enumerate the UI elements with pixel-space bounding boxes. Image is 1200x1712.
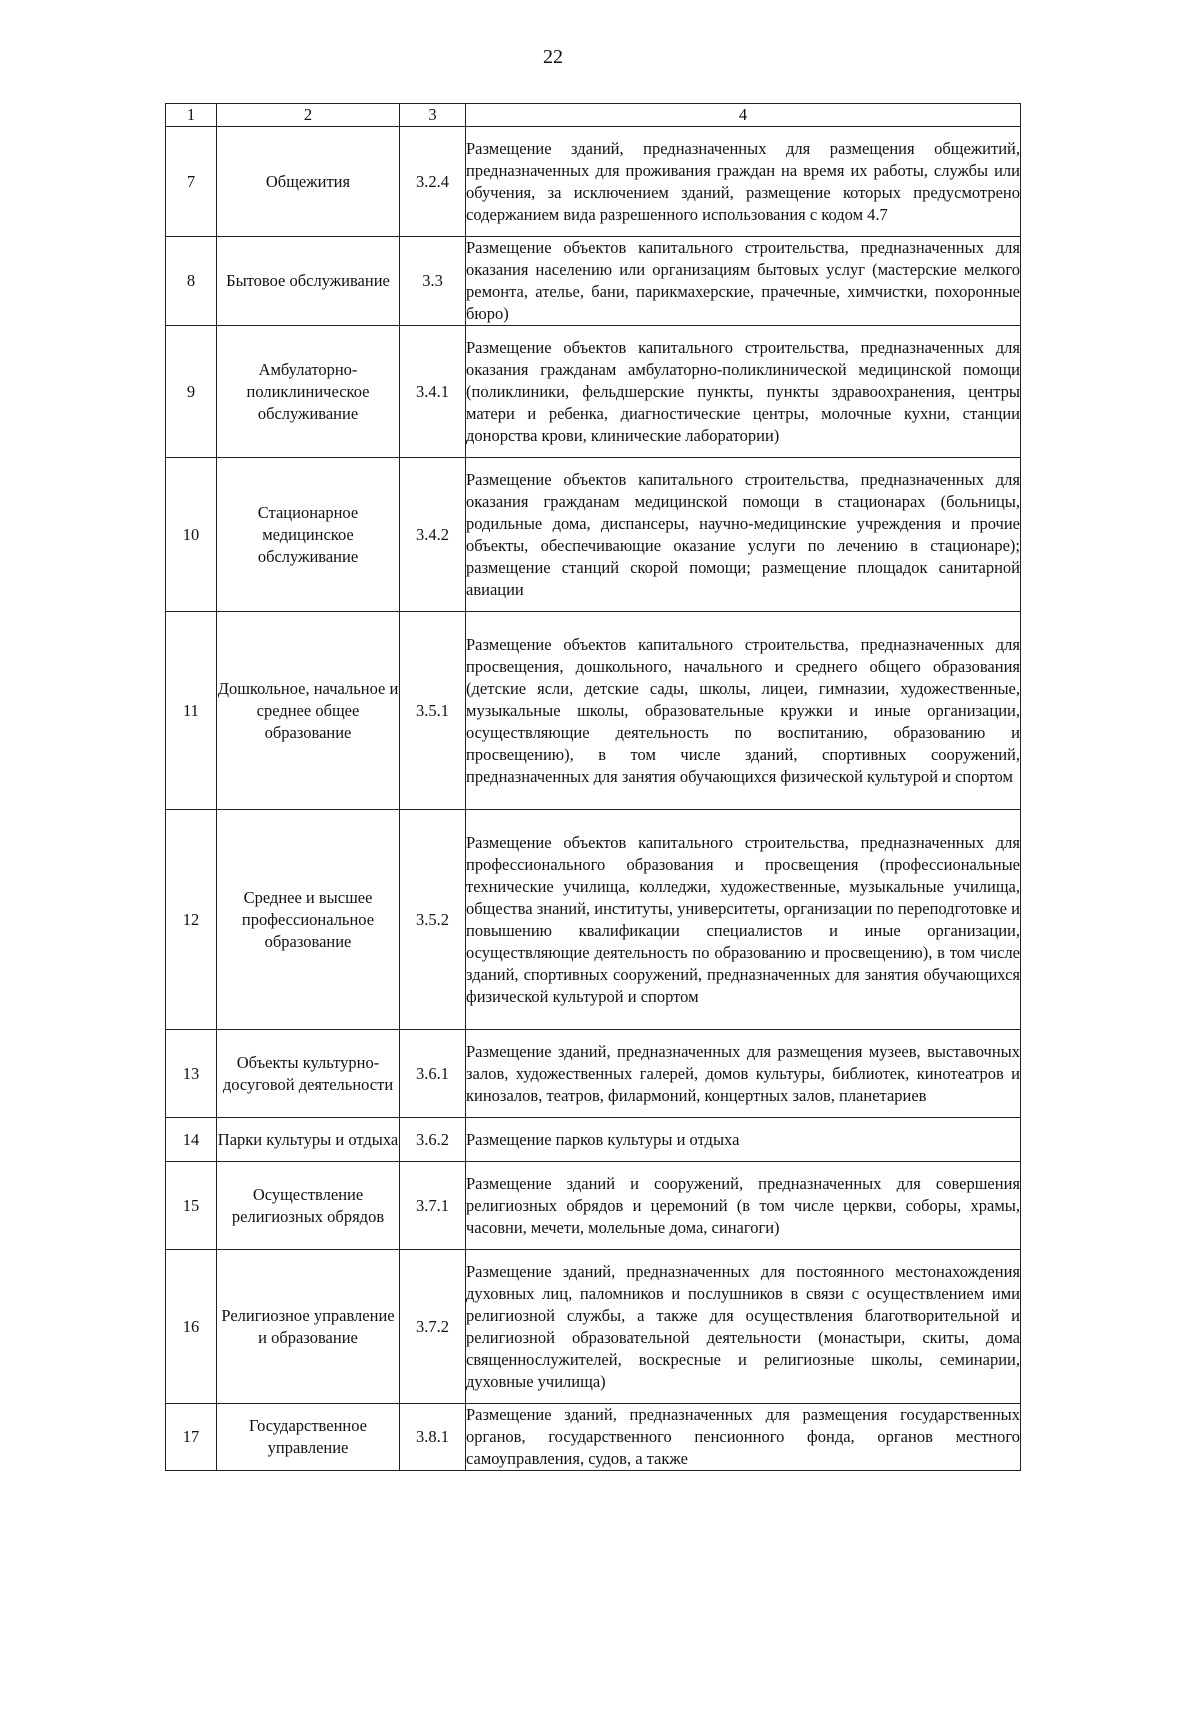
use-type-name: Среднее и высшее профессиональное образование — [217, 810, 400, 1030]
use-type-name: Государственное управление — [217, 1404, 400, 1471]
table-row — [166, 326, 1021, 458]
use-type-description: Размещение зданий и сооружений, предназначенных для совершения религиозных обрядов и церемоний (в том числе церкви, соборы, храмы, часовни, мечети, молельные дома, синагоги) — [466, 1162, 1021, 1250]
row-number: 16 — [166, 1250, 217, 1404]
use-type-description: Размещение объектов капитального строительства, предназначенных для оказания населению или организациям бытовых услуг (мастерские мелкого ремонта, ателье, бани, парикмахерские, прачечные, химчистки, похоронные бюро) — [466, 237, 1021, 326]
use-type-code: 3.8.1 — [400, 1404, 466, 1471]
use-type-description: Размещение зданий, предназначенных для размещения музеев, выставочных залов, художественных галерей, домов культуры, библиотек, кинотеатров и кинозалов, театров, филармоний, концертных залов, планетариев — [466, 1030, 1021, 1118]
use-type-code: 3.5.1 — [400, 612, 466, 810]
use-type-description: Размещение зданий, предназначенных для размещения общежитий, предназначенных для проживания граждан на время их работы, службы или обучения, за исключением зданий, размещение которых предусмотрено содержанием вида разрешенного использования с кодом 4.7 — [466, 127, 1021, 237]
use-type-code: 3.6.1 — [400, 1030, 466, 1118]
header-col-3: 3 — [400, 104, 466, 127]
table-row — [166, 458, 1021, 612]
use-type-code: 3.4.1 — [400, 326, 466, 458]
row-number: 11 — [166, 612, 217, 810]
row-number: 17 — [166, 1404, 217, 1471]
use-type-name: Стационарное медицинское обслуживание — [217, 458, 400, 612]
table-header-row — [166, 104, 1021, 127]
use-type-code: 3.7.1 — [400, 1162, 466, 1250]
use-type-name: Амбулаторно-поликлиническое обслуживание — [217, 326, 400, 458]
use-type-code: 3.2.4 — [400, 127, 466, 237]
table-row — [166, 1162, 1021, 1250]
table-row — [166, 612, 1021, 810]
use-type-name: Бытовое обслуживание — [217, 237, 400, 326]
use-type-description: Размещение парков культуры и отдыха — [466, 1118, 1021, 1162]
use-type-name: Парки культуры и отдыха — [217, 1118, 400, 1162]
page-number: 22 — [543, 46, 563, 68]
use-type-description: Размещение зданий, предназначенных для размещения государственных органов, государственного пенсионного фонда, органов местного самоуправления, судов, а также — [466, 1404, 1021, 1471]
use-type-code: 3.7.2 — [400, 1250, 466, 1404]
header-col-2: 2 — [217, 104, 400, 127]
use-type-code: 3.4.2 — [400, 458, 466, 612]
use-type-name: Религиозное управление и образование — [217, 1250, 400, 1404]
row-number: 8 — [166, 237, 217, 326]
use-type-description: Размещение объектов капитального строительства, предназначенных для просвещения, дошкольного, начального и среднего общего образования (детские ясли, детские сады, школы, лицеи, гимназии, художественные, музыкальные школы, образовательные кружки и иные организации, осуществляющие деятельность по воспитанию, образованию и просвещению), в том числе зданий, спортивных сооружений, предназначенных для занятия обучающихся физической культурой и спортом — [466, 612, 1021, 810]
use-type-name: Общежития — [217, 127, 400, 237]
header-col-4: 4 — [466, 104, 1021, 127]
row-number: 13 — [166, 1030, 217, 1118]
row-number: 9 — [166, 326, 217, 458]
use-type-description: Размещение зданий, предназначенных для постоянного местонахождения духовных лиц, паломников и послушников в связи с осуществлением ими религиозной службы, а также для осуществления благотворительной и религиозной образовательной деятельности (монастыри, скиты, дома священнослужителей, воскресные и религиозные школы, семинарии, духовные училища) — [466, 1250, 1021, 1404]
row-number: 15 — [166, 1162, 217, 1250]
row-number: 14 — [166, 1118, 217, 1162]
table-row — [166, 1118, 1021, 1162]
table-row — [166, 237, 1021, 326]
row-number: 7 — [166, 127, 217, 237]
use-type-name: Объекты культурно-досуговой деятельности — [217, 1030, 400, 1118]
use-type-code: 3.3 — [400, 237, 466, 326]
table-row — [166, 1250, 1021, 1404]
use-type-description: Размещение объектов капитального строительства, предназначенных для оказания гражданам медицинской помощи в стационарах (больницы, родильные дома, диспансеры, научно-медицинские учреждения и прочие объекты, обеспечивающие оказание услуги по лечению в стационаре); размещение станций скорой помощи; размещение площадок санитарной авиации — [466, 458, 1021, 612]
use-type-code: 3.5.2 — [400, 810, 466, 1030]
use-type-name: Осуществление религиозных обрядов — [217, 1162, 400, 1250]
row-number: 10 — [166, 458, 217, 612]
header-col-1: 1 — [166, 104, 217, 127]
use-type-description: Размещение объектов капитального строительства, предназначенных для профессионального образования и просвещения (профессиональные технические училища, колледжи, художественные, музыкальные училища, общества знаний, институты, университеты, организации по переподготовке и повышению квалификации специалистов и иные организации, осуществляющие деятельность по образованию и просвещению), в том числе зданий, спортивных сооружений, предназначенных для занятия обучающихся физической культурой и спортом — [466, 810, 1021, 1030]
table-row — [166, 1404, 1021, 1471]
table-row — [166, 127, 1021, 237]
use-type-code: 3.6.2 — [400, 1118, 466, 1162]
use-type-description: Размещение объектов капитального строительства, предназначенных для оказания гражданам амбулаторно-поликлинической медицинской помощи (поликлиники, фельдшерские пункты, пункты здравоохранения, центры матери и ребенка, диагностические центры, молочные кухни, станции донорства крови, клинические лаборатории) — [466, 326, 1021, 458]
table-row — [166, 1030, 1021, 1118]
use-type-name: Дошкольное, начальное и среднее общее образование — [217, 612, 400, 810]
table-row — [166, 810, 1021, 1030]
row-number: 12 — [166, 810, 217, 1030]
land-use-table — [165, 103, 1021, 1471]
